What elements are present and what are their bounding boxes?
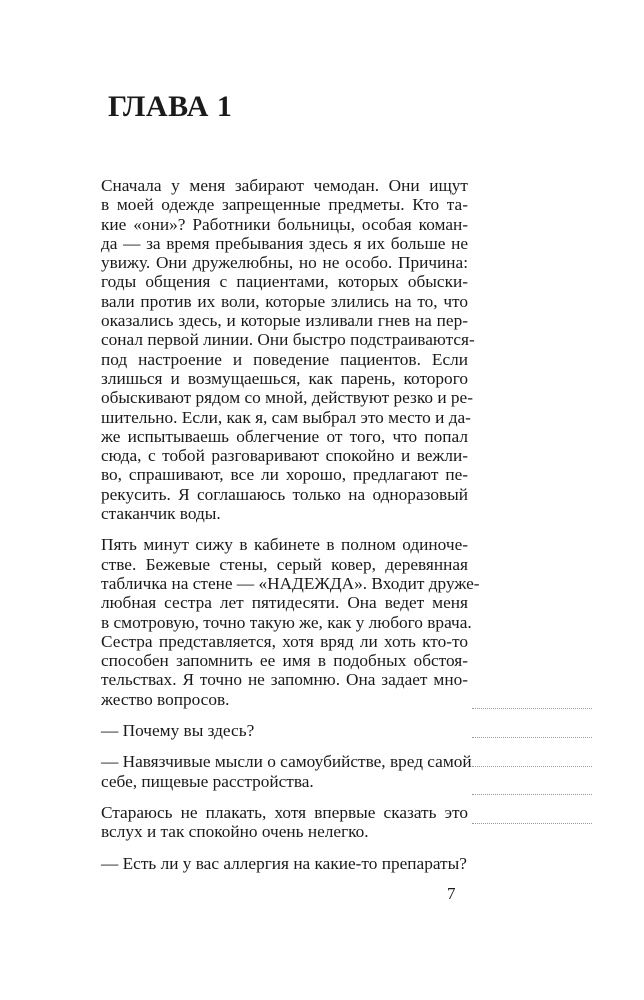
chapter-title: ГЛАВА 1 — [108, 90, 233, 123]
text-line: табличка на стене — «НАДЕЖДА». Входит друже- — [101, 573, 480, 593]
text-line: обыскивают рядом со мной, действуют резко и ре- — [101, 388, 473, 408]
text-line: Стараюсь не плакать, хотя впервые сказать это — [101, 802, 468, 822]
note-line — [472, 766, 592, 767]
text-line: Сестра представляется, хотя вряд ли хоть кто-то — [101, 631, 468, 651]
paragraph — [101, 721, 468, 740]
text-line: себе, пищевые расстройства. — [101, 771, 314, 791]
note-line — [472, 794, 592, 795]
text-line: в моей одежде запрещенные предметы. Кто та- — [101, 195, 468, 215]
paragraph — [101, 535, 480, 709]
paragraph — [101, 854, 468, 873]
text-line: сюда, с тобой разговаривают спокойно и вежли- — [101, 446, 468, 466]
text-line: да — за время пребывания здесь я их больше не — [101, 233, 468, 253]
text-line: годы общения с пациентами, которых обыски- — [101, 272, 468, 292]
text-line: любная сестра лет пятидесяти. Она ведет меня — [101, 593, 468, 613]
note-line — [472, 823, 592, 824]
text-line: вали против их воли, которые злились на то, что — [101, 291, 468, 311]
text-line: сонал первой линии. Они быстро подстраиваются- — [101, 330, 475, 350]
paragraph — [101, 752, 472, 791]
text-line: Пять минут сижу в кабинете в полном одиноче- — [101, 535, 468, 555]
text-line: стве. Бежевые стены, серый ковер, деревянная — [101, 554, 468, 574]
paragraph — [101, 176, 475, 524]
text-line: — Почему вы здесь? — [101, 721, 255, 741]
text-line: — Навязчивые мысли о самоубийстве, вред самой — [101, 752, 472, 772]
text-line: вслух и так спокойно очень нелегко. — [101, 822, 369, 842]
body-text — [101, 176, 480, 885]
text-line: злишься и возмущаешься, как парень, которого — [101, 368, 468, 388]
text-line: — Есть ли у вас аллергия на какие-то препараты? — [101, 853, 467, 873]
page-number: 7 — [447, 884, 456, 903]
text-line: в смотровую, точно такую же, как у любого врача. — [101, 612, 472, 632]
note-line — [472, 708, 592, 709]
text-line: способен запомнить ее имя в подобных обстоя- — [101, 651, 468, 671]
text-line: стаканчик воды. — [101, 504, 221, 524]
text-line: под настроение и поведение пациентов. Если — [101, 349, 468, 369]
text-line: жество вопросов. — [101, 689, 230, 709]
text-line: во, спрашивают, все ли хорошо, предлагают пе- — [101, 465, 468, 485]
text-line: шительно. Если, как я, сам выбрал это место и да- — [101, 407, 471, 427]
text-line: тельствах. Я точно не запомню. Она задает мно- — [101, 670, 468, 690]
paragraph — [101, 803, 468, 842]
text-line: же испытываешь облегчение от того, что попал — [101, 426, 468, 446]
text-line: Сначала у меня забирают чемодан. Они ищут — [101, 176, 468, 195]
note-line — [472, 737, 592, 738]
text-line: увижу. Они дружелюбны, но не особо. Причина: — [101, 253, 468, 273]
text-line: кие «они»? Работники больницы, особая коман- — [101, 214, 468, 234]
text-line: рекусить. Я соглашаюсь только на одноразовый — [101, 484, 468, 504]
text-line: оказались здесь, и которые изливали гнев на пер- — [101, 311, 468, 331]
